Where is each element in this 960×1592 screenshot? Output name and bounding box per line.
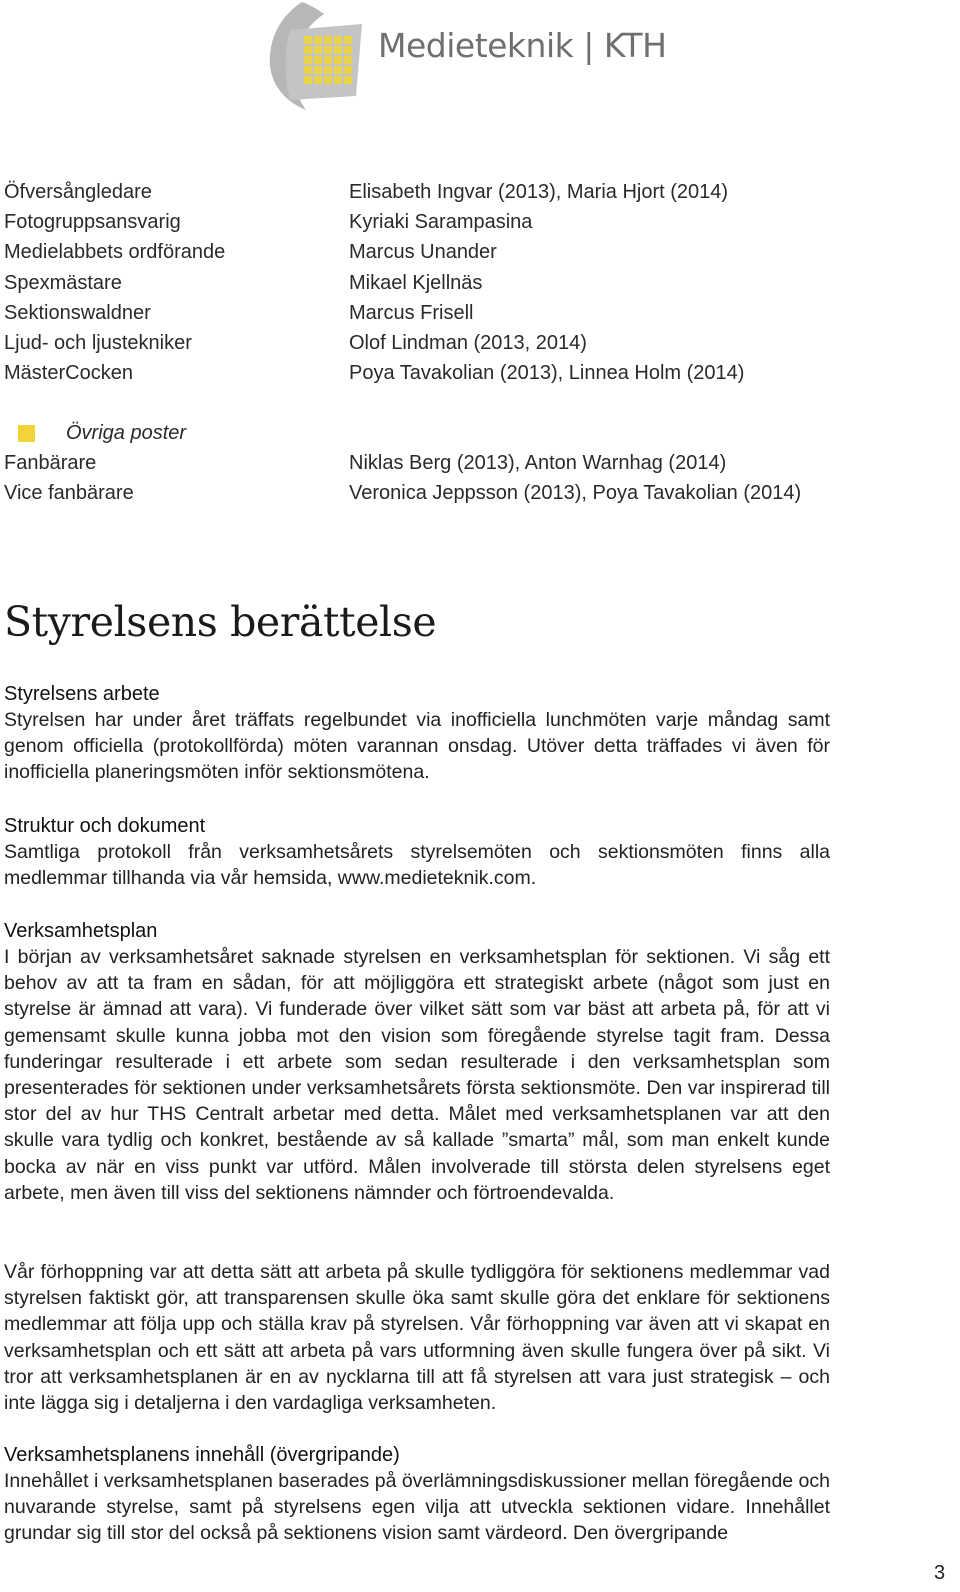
shield-logo-icon xyxy=(250,0,370,112)
role-names: Kyriaki Sarampasina xyxy=(349,210,533,233)
role-names: Mikael Kjellnäs xyxy=(349,271,483,294)
role-title: Spexmästare xyxy=(4,271,122,294)
role-names: Marcus Frisell xyxy=(349,301,474,324)
role-title: MästerCocken xyxy=(4,362,133,385)
section-body: Styrelsen har under året träffats regelbundet via inofficiella lunchmöten varje måndag samt genom officiella (protokollförda) möten varannan onsdag. Utöver detta träffades vi även för inofficiella planeringsmöten inför sektionsmötena. xyxy=(4,709,830,784)
role-title: Sektionswaldner xyxy=(4,301,151,324)
role-title: Fanbärare xyxy=(4,451,97,474)
page-number: 3 xyxy=(934,1562,946,1584)
role-row xyxy=(4,478,854,508)
role-row xyxy=(4,268,854,298)
role-title: Ljud- och ljustekniker xyxy=(4,332,192,355)
role-title: Fotogruppsansvarig xyxy=(4,210,181,233)
role-row xyxy=(4,359,854,389)
section-forhoppning xyxy=(4,1259,830,1416)
role-row xyxy=(4,298,854,328)
role-names: Poya Tavakolian (2013), Linnea Holm (2014) xyxy=(349,362,745,385)
section-body: Vår förhoppning var att detta sätt att arbeta på skulle tydliggöra för sektionens medlemmar vad styrelsen faktiskt gör, att transparensen skulle öka samt skulle göra det enklare för sektionens medlemmar att följa upp och ställa krav på styrelsen. Vår förhoppning var även att vi skapat en verksamhetsplan och ett sätt att arbeta på vars utformning även skulle fungera över på sikt. Vi tror att verksamhetsplanen är en av nycklarna till att få styrelsen att vara just strategisk – och inte lägga sig i detaljerna i den vardagliga verksamheten. xyxy=(4,1261,830,1415)
section-styrelsens-arbete xyxy=(4,681,830,786)
grid-squares xyxy=(304,36,352,84)
section-heading: Verksamhetsplan xyxy=(4,920,158,942)
section-body: I början av verksamhetsåret saknade styrelsen en verksamhetsplan för sektionen. Vi såg ett behov av att ta fram en sådan, för att möjliggöra ett strategiskt arbete (något som just en styrelse är ämnad att vara). Vi funderade över vilket sätt som var bäst att arbeta på, för att vi gemensamt skulle kunna jobba mot den vision som föregående styrelse tagit fram. Dessa funderingar resulterade i ett arbete som sedan resulterade i den verksamhetsplan som presenterades för sektionen under verksamhetsårets första sektionsmöte. Den var inspirerad till stor del av hur THS Centralt arbetar med detta. Målet med verksamhetsplanen var att den skulle vara tydlig och konkret, bestående av så kallade ”smarta” mål, som man enkelt kunde bocka av när en viss punkt var utförd. Målen involverade till största delen styrelsens eget arbete, men även till viss del sektionens nämnder och förtroendevalda. xyxy=(4,946,830,1204)
section-heading: Struktur och dokument xyxy=(4,815,206,837)
section-body: Innehållet i verksamhetsplanen baserades på överlämningsdiskussioner mellan föregående och nuvarande styrelse, samt på styrelsens egen vilja att utveckla sektionen vidare. Innehållet grundar sig till stor del också på sektionens vision samt värdeord. Den övergripande xyxy=(4,1470,830,1545)
roles-list xyxy=(4,177,854,389)
role-names: Veronica Jeppsson (2013), Poya Tavakolian (2014) xyxy=(349,481,802,504)
page-title: Styrelsens berättelse xyxy=(4,598,437,646)
section-verksamhetsplanens-innehall xyxy=(4,1442,830,1547)
role-title: Vice fanbärare xyxy=(4,481,134,504)
role-row xyxy=(4,238,854,268)
role-row xyxy=(4,207,854,237)
role-row xyxy=(4,177,854,207)
other-posts-heading-text: Övriga poster xyxy=(66,422,187,444)
other-posts-list xyxy=(4,448,854,509)
role-names: Marcus Unander xyxy=(349,241,497,264)
role-names: Elisabeth Ingvar (2013), Maria Hjort (2014) xyxy=(349,180,729,203)
section-heading: Styrelsens arbete xyxy=(4,683,160,705)
role-title: Öfversångledare xyxy=(4,180,152,203)
logo-text: Medieteknik | KTH xyxy=(378,26,667,65)
section-body: Samtliga protokoll från verksamhetsårets styrelsemöten och sektionsmöten finns alla medlemmar tillhanda via vår hemsida, www.medieteknik.com. xyxy=(4,841,830,890)
section-struktur-och-dokument xyxy=(4,813,830,891)
role-names: Niklas Berg (2013), Anton Warnhag (2014) xyxy=(349,451,727,474)
role-row xyxy=(4,448,854,478)
section-heading: Verksamhetsplanens innehåll (övergripande) xyxy=(4,1444,400,1466)
square-bullet-icon xyxy=(18,425,35,442)
other-posts-heading xyxy=(18,422,186,445)
section-verksamhetsplan xyxy=(4,918,830,1206)
role-names: Olof Lindman (2013, 2014) xyxy=(349,332,587,355)
role-title: Medielabbets ordförande xyxy=(4,241,226,264)
kth-medieteknik-logo xyxy=(250,0,690,112)
role-row xyxy=(4,328,854,358)
